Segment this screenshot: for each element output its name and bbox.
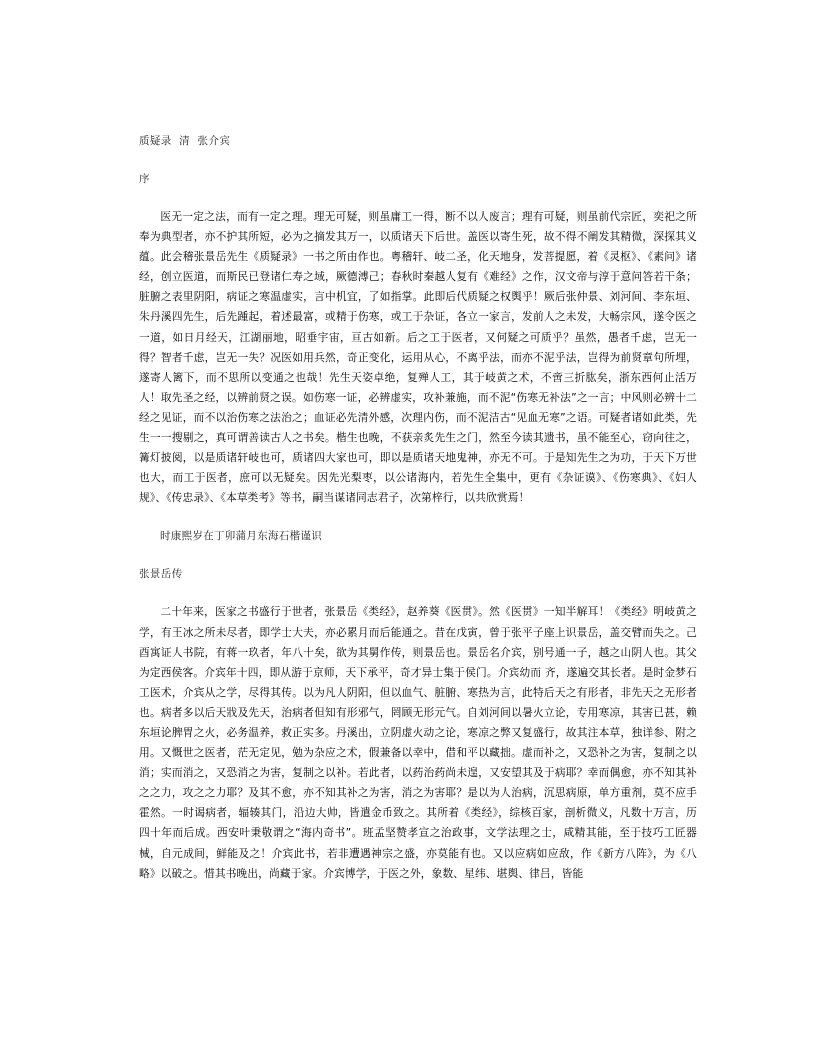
document-content (139, 131, 697, 884)
biography-paragraph-1: 二十年来，医家之书盛行于世者，张景岳《类经》，赵养葵《医贯》。然《医贯》一知半解耳！《类经》明岐黄之学，有王冰之所未尽者，即学士大夫，亦必累月而后能通之。昔在戊寅，曾于张平子座上识景岳，盖交臂而失之。己酉寓证人书院，有蒋一玖者，年八十矣，欲为其舅作传，则景岳也。景岳名介宾，别号通一子，越之山阴人也。其父为定西侯客。介宾年十四，即从游于京师，天下承平，奇才异士集于侯门。介宾幼而 齐，遂遍交其长者。是时金梦石工医术，介宾从之学，尽得其传。以为凡人阴阳，但以血气、脏腑、寒热为言，此特后天之有形者，非先天之无形者也。病者多以后天戕及先天，治病者但知有形邪气，罔顾无形元气。自刘河间以暑火立论，专用寒凉，其害已甚，赖东垣论脾胃之火，必务温养，救正实多。丹溪出，立阴虚火动之论，寒凉之弊又复盛行，故其注本草，独详参、附之用。又慨世之医者，茫无定见，勉为杂应之术，假兼备以幸中，借和平以藏拙。虚而补之，又恐补之为害，复制之以消；实而消之，又恐消之为害，复制之以补。若此者，以药治药尚未遑，又安望其及于病耶？幸而偶愈，亦不知其补之之力，攻之之力耶？及其不愈，亦不知其补之为害，消之为害耶？是以为人治病，沉思病原，单方重剂，莫不应手霍然。一时谒病者，辐辏其门，沿边大帅，皆遣金币致之。其所着《类经》，综核百家，剖析微义，凡数十万言，历四十年而后成。西安叶秉敬谓之“海内奇书”。班孟坚赞孝宣之治政事，文学法理之士，咸精其能，至于技巧工匠器械，自元成间，鲜能及之！介宾此书，若非遭遇神宗之盛，亦莫能有也。又以应病如应敌，作《新方八阵》，为《八略》以破之。惜其书晚出，尚藏于家。介宾博学，于医之外，象数、星纬、堪舆、律吕，皆能 (139, 605, 697, 880)
preface-signature: 时康熙岁在丁卯蒲月东海石楷谨识 (160, 530, 322, 543)
document-title: 质疑录 清 张介宾 (139, 135, 231, 147)
section-heading-preface: 序 (139, 173, 150, 185)
preface-paragraph-1: 医无一定之法，而有一定之理。理无可疑，则虽庸工一得，断不以人废言；理有可疑，则虽前代宗匠，奕祀之所奉为典型者，亦不护其所短，必为之摘发其万一，以质诸天下后世。盖医以寄生死，故不得不阐发其精微，深探其义蕴。此会稽张景岳先生《质疑录》一书之所由作也。粤稽轩、岐二圣，化天地身，发菩提愿，着《灵枢》、《素问》诸经，创立医道，而斯民已登诸仁寿之域，厥德溥己；春秋时秦越人复有《难经》之作，汉文帝与淳于意问答若干条；脏腑之表里阴阳，病证之寒温虚实，言中机宜，了如指掌。此即后代质疑之权舆乎！厥后张仲景、刘河间、李东垣、朱丹溪四先生，后先踵起，着述最富，或精于伤寒，或工于杂证，各立一家言，发前人之未发，大畅宗风，遂令医之一道，如日月经天，江湖丽地，昭垂宇宙，亘古如新。后之工于医者，又何疑之可质乎？虽然，愚者千虑，岂无一得？智者千虑，岂无一失？况医如用兵然，奇正变化，运用从心，不离乎法，而亦不泥乎法，岂得为前贤章句所埋，遂寄人篱下，而不思所以变通之也哉！先生天姿卓绝，复殚人工，其于岐黄之术，不啻三折肱矣，浙东西何止活万人！取先圣之经，以辨前贤之误。如伤寒一证，必辨虚实，攻补兼施，而不泥“伤寒无补法”之一言；中风则必辨十二经之见证，而不以治伤寒之法治之；血证必先清外感，次理内伤，而不泥洁古“见血无寒”之语。可疑者诸如此类，先生一一搜剔之，真可谓善读古人之书矣。楷生也晚，不获亲炙先生之门，然至今读其遗书，虽不能至心，窃向往之，篝灯披阅，以是质诸轩岐也可，质诸四大家也可，即以是质诸天地鬼神，亦无不可。于是知先生之为功，于天下万世也大，而工于医者，庶可以无疑矣。因先光梨枣，以公诸海内，若先生全集中，更有《杂证谟》、《伤寒典》、《妇人规》、《传忠录》、《本草类考》等书，嗣当谋诸同志君子，次第梓行，以共欣赏焉！ (139, 210, 697, 505)
section-heading-biography: 张景岳传 (139, 568, 183, 581)
